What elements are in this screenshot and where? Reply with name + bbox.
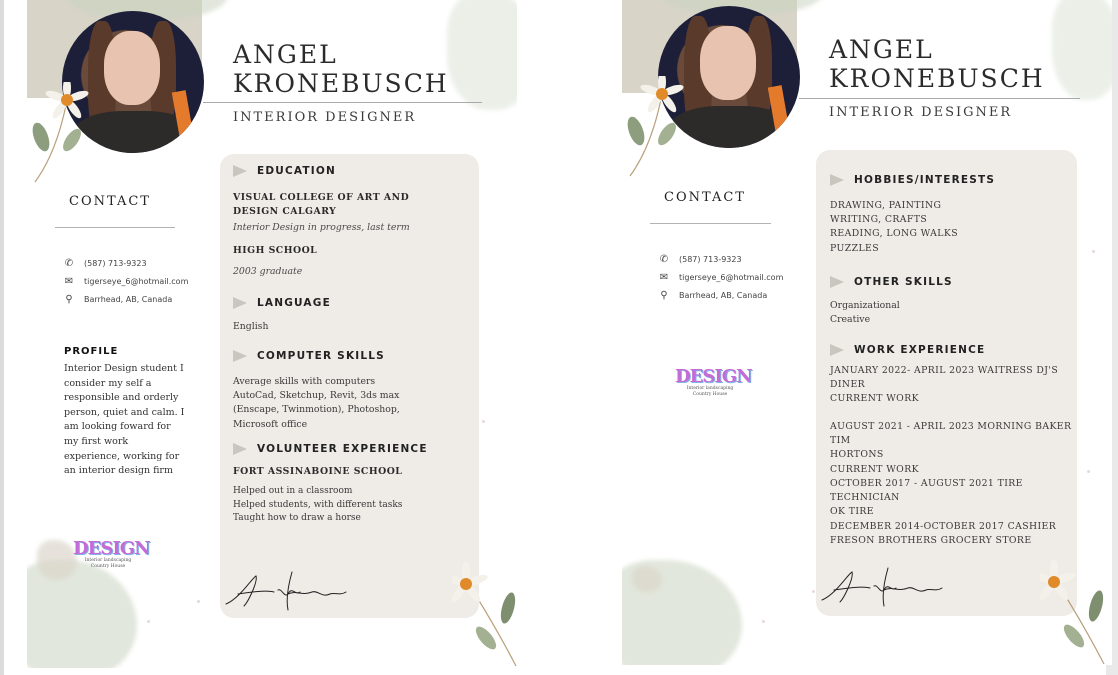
job-entry-3: OCTOBER 2017 - AUGUST 2021 TIRE TECHNICIAN OK TIRE xyxy=(830,478,1023,518)
school-2: HIGH SCHOOL xyxy=(233,245,318,256)
contact-email: ✉ tigerseye_6@hotmail.com xyxy=(64,276,189,287)
speckle xyxy=(812,590,815,593)
volunteer-org: FORT ASSINABOINE SCHOOL xyxy=(233,466,403,477)
job-title: INTERIOR DESIGNER xyxy=(233,110,417,125)
job-entry-2: AUGUST 2021 - APRIL 2023 MORNING BAKER TIM HORTONS CURRENT WORK xyxy=(830,421,1072,475)
resume-page-2 xyxy=(622,0,1112,665)
speckle xyxy=(762,620,765,623)
speckle xyxy=(1087,470,1090,473)
design-logo: DESIGN Interior landscaping Country House xyxy=(675,366,752,397)
phone-icon: ✆ xyxy=(64,258,74,269)
language-value: English xyxy=(233,321,269,332)
chevron-right-icon xyxy=(233,443,249,455)
contact-heading: CONTACT xyxy=(664,190,746,205)
speckle xyxy=(482,420,485,423)
map-pin-icon: ⚲ xyxy=(660,290,668,301)
name-heading: ANGEL KRONEBUSCH xyxy=(233,40,449,98)
contact-heading: CONTACT xyxy=(69,194,151,209)
phone-icon: ✆ xyxy=(659,254,669,265)
job-title: INTERIOR DESIGNER xyxy=(829,105,1013,120)
daisy-flower-icon xyxy=(452,560,517,668)
envelope-icon: ✉ xyxy=(64,276,74,287)
daisy-flower-icon xyxy=(1040,558,1112,665)
signature-image xyxy=(222,568,352,614)
contact-divider xyxy=(55,227,175,228)
computer-skills-heading: COMPUTER SKILLS xyxy=(233,350,385,362)
name-heading: ANGEL KRONEBUSCH xyxy=(829,35,1045,93)
chevron-right-icon xyxy=(233,350,249,362)
contact-phone: ✆ (587) 713-9323 xyxy=(659,254,742,265)
daisy-flower-icon xyxy=(622,76,696,186)
resume-page-1 xyxy=(27,0,517,668)
speckle xyxy=(1092,250,1095,253)
speckle xyxy=(147,620,150,623)
chevron-right-icon xyxy=(233,165,249,177)
chevron-right-icon xyxy=(830,344,846,356)
contact-phone: ✆ (587) 713-9323 xyxy=(64,258,147,269)
speckle xyxy=(197,600,200,603)
signature-image xyxy=(818,564,948,610)
job-entry-1: JANUARY 2022- APRIL 2023 WAITRESS DJ'S DINER CURRENT WORK xyxy=(830,365,1059,405)
chevron-right-icon xyxy=(233,297,249,309)
computer-skills-text: Average skills with computers AutoCad, Sketchup, Revit, 3ds max (Enscape, Twinmotion), Photoshop, Microsoft office xyxy=(233,376,400,430)
profile-heading: PROFILE xyxy=(64,346,119,357)
design-logo: DESIGN Interior landscaping Country House xyxy=(73,538,150,569)
volunteer-heading: VOLUNTEER EXPERIENCE xyxy=(233,443,428,455)
work-experience-heading: WORK EXPERIENCE xyxy=(830,344,985,356)
contact-location: ⚲ Barrhead, AB, Canada xyxy=(63,294,172,305)
beige-wash-bottom xyxy=(632,566,662,592)
hobbies-heading: HOBBIES/INTERESTS xyxy=(830,174,995,186)
school-1-note: Interior Design in progress, last term xyxy=(233,222,410,233)
contact-divider xyxy=(650,223,771,224)
sage-wash-topright xyxy=(1052,0,1112,100)
name-divider xyxy=(799,98,1080,99)
profile-text: Interior Design student I consider my self a responsible and orderly person, quiet and calm. I am looking foward for my first work experience, working for an interior design firm xyxy=(64,363,185,477)
job-entry-4: DECEMBER 2014-OCTOBER 2017 CASHIER FRESON BROTHERS GROCERY STORE xyxy=(830,521,1057,547)
contact-email: ✉ tigerseye_6@hotmail.com xyxy=(659,272,784,283)
chevron-right-icon xyxy=(830,276,846,288)
beige-wash-bottom xyxy=(37,540,77,580)
chevron-right-icon xyxy=(830,174,846,186)
map-pin-icon: ⚲ xyxy=(65,294,73,305)
name-divider xyxy=(203,102,482,103)
sage-wash-topright xyxy=(447,0,517,110)
other-skills-text: Organizational Creative xyxy=(830,300,900,326)
hobbies-text: DRAWING, PAINTING WRITING, CRAFTS READING, LONG WALKS PUZZLES xyxy=(830,200,958,254)
viewer-left-edge xyxy=(0,0,4,675)
education-heading: EDUCATION xyxy=(233,165,336,177)
school-1: VISUAL COLLEGE OF ART AND DESIGN CALGARY xyxy=(233,192,410,218)
contact-location: ⚲ Barrhead, AB, Canada xyxy=(658,290,767,301)
language-heading: LANGUAGE xyxy=(233,297,331,309)
school-2-note: 2003 graduate xyxy=(233,266,303,277)
other-skills-heading: OTHER SKILLS xyxy=(830,276,953,288)
daisy-flower-icon xyxy=(27,82,101,192)
volunteer-text: Helped out in a classroom Helped students, with different tasks Taught how to draw a horse xyxy=(233,486,403,523)
envelope-icon: ✉ xyxy=(659,272,669,283)
